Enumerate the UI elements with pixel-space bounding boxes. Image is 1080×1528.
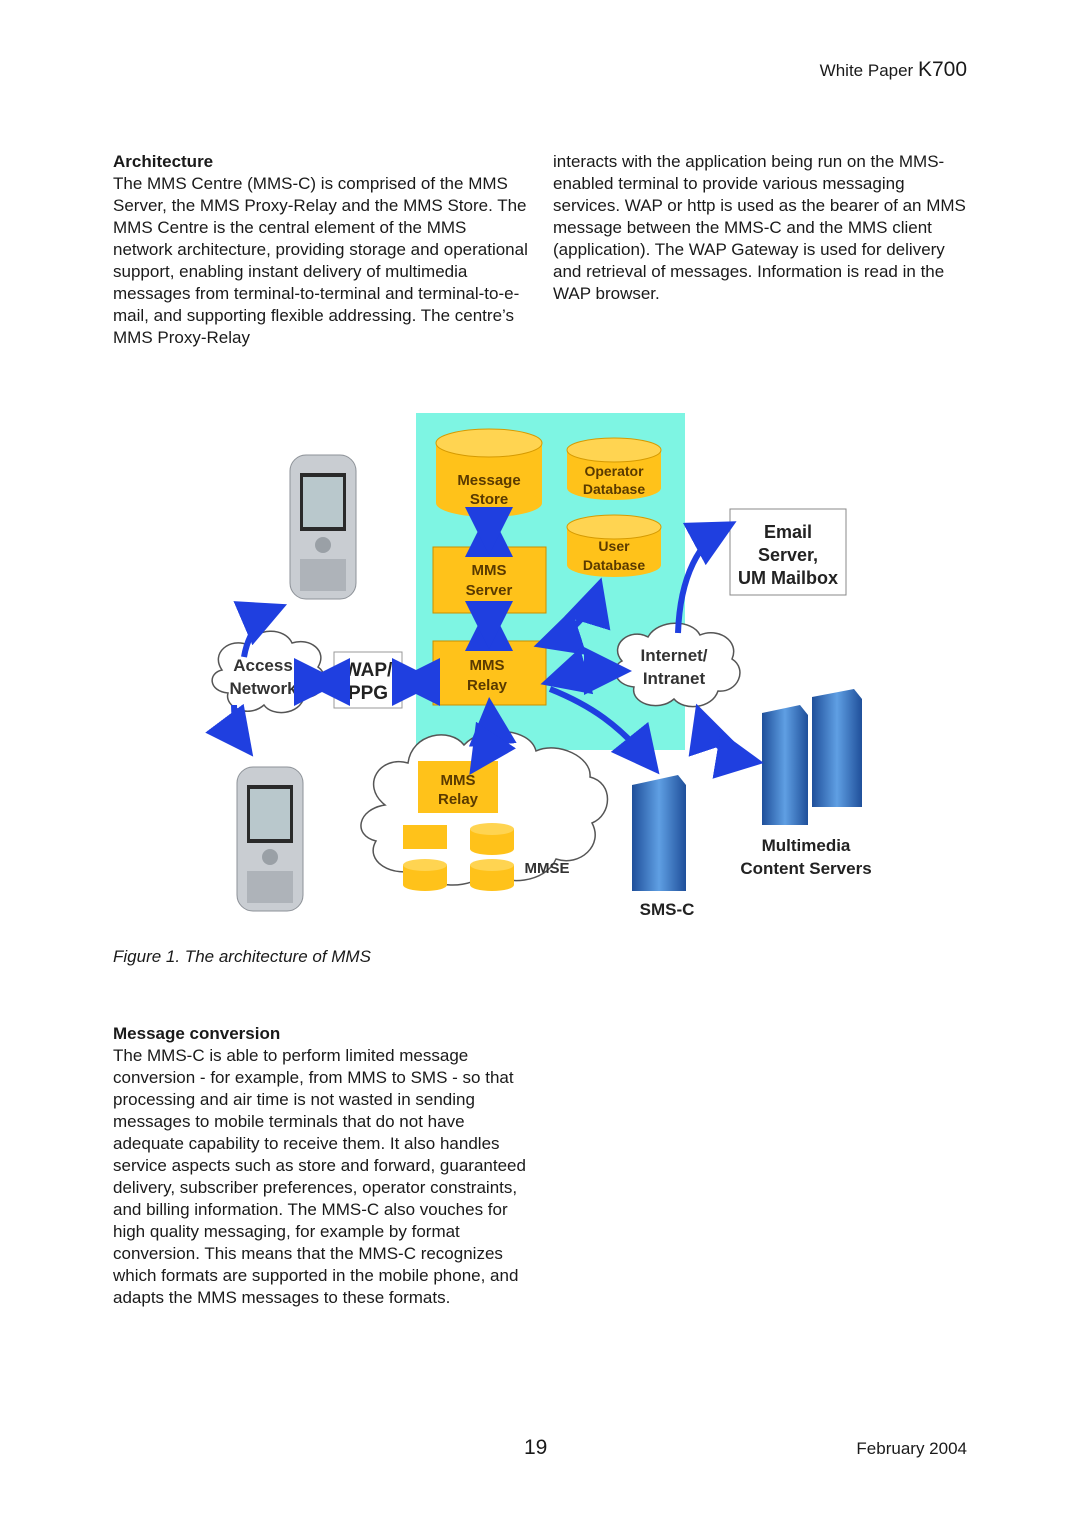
phone-icon-bottom [237, 767, 303, 911]
architecture-heading: Architecture [113, 152, 214, 171]
header-prefix: White Paper [819, 61, 914, 80]
mmse-store-cylinder-3 [470, 859, 514, 891]
operator-db-label-2: Database [582, 481, 646, 497]
wap-ppg-label-1: WAP/ [343, 660, 393, 681]
operator-database-cylinder [567, 438, 661, 500]
sms-c-server [632, 775, 694, 919]
architecture-paragraph-left: The MMS Centre (MMS-C) is comprised of the MMS Server, the MMS Proxy-Relay and the MMS Store. The MMS Centre is the central element of the MMS network architecture, providing storage and operational support, enabling instant delivery of multimedia messages from terminal-to-terminal and terminal-to-e-mail, and supporting flexible addressing. The centre’s MMS Proxy-Relay [113, 174, 528, 347]
email-label-3: UM Mailbox [737, 568, 839, 588]
sms-c-label: SMS-C [639, 900, 695, 919]
mmse-store-cylinder-1 [470, 823, 514, 855]
header-model: K700 [917, 58, 967, 81]
phone-icon-top [290, 455, 356, 599]
mms-server-label-2: Server [465, 582, 513, 599]
internet-label-2: Intranet [642, 669, 706, 688]
user-db-label-2: Database [582, 557, 646, 573]
content-servers [740, 689, 871, 878]
page-number: 19 [524, 1436, 548, 1459]
mms-server-label-1: MMS [471, 562, 507, 579]
operator-db-label-1: Operator [584, 463, 644, 479]
architecture-paragraph-right: interacts with the application being run on the MMS-enabled terminal to provide various messaging services. WAP or http is used as the bearer of an MMS message between the MMS-C and the MMS client (application). The WAP Gateway is used for delivery and retrieval of messages. Information is read in the WAP browser. [553, 152, 966, 303]
mmse-label: MMSE [524, 860, 570, 877]
mmse-store-cylinder-2 [403, 859, 447, 891]
user-database-cylinder [567, 515, 661, 577]
wap-ppg-label-2: PPG [347, 683, 389, 704]
footer-date: February 2004 [856, 1439, 967, 1458]
mms-relay-box [433, 641, 546, 705]
wap-ppg-box [334, 652, 402, 708]
mmse-relay-label-2: Relay [437, 791, 479, 808]
mmse-relay-label-1: MMS [440, 772, 476, 789]
architecture-right-column [553, 151, 973, 305]
message-store-label-2: Store [469, 491, 509, 508]
access-network-label-2: Network [229, 679, 297, 698]
mms-architecture-figure [200, 405, 890, 925]
email-label-1: Email [763, 522, 813, 542]
internet-label-1: Internet/ [640, 646, 708, 665]
content-servers-label-2: Content Servers [740, 859, 872, 878]
mms-relay-label-1: MMS [469, 657, 505, 674]
access-network-cloud [212, 631, 324, 712]
architecture-left-column [113, 151, 528, 349]
email-label-2: Server, [757, 545, 819, 565]
mms-server-box [433, 547, 546, 613]
mmse-store-block-1 [403, 825, 447, 849]
message-conversion-section [113, 1023, 533, 1309]
message-store-label-1: Message [457, 472, 521, 489]
internet-cloud [615, 623, 740, 706]
content-servers-label-1: Multimedia [761, 836, 851, 855]
page-header [820, 58, 967, 82]
message-store-cylinder [436, 429, 542, 517]
message-conversion-paragraph: The MMS-C is able to perform limited message conversion - for example, from MMS to SMS - so that processing and air time is not wasted in sending messages to mobile terminals that do not have adequate capability to receive them. It also handles service aspects such as store and forward, guaranteed delivery, subscriber preferences, operator constraints, and billing information. The MMS-C also vouches for high quality messaging, for example by format conversion. This means that the MMS-C recognizes which formats are supported in the mobile phone, and adapts the MMS messages to these formats. [113, 1046, 526, 1307]
figure-caption: Figure 1. The architecture of MMS [113, 947, 371, 966]
email-server-box [730, 509, 846, 595]
mms-relay-label-2: Relay [466, 677, 508, 694]
message-conversion-heading: Message conversion [113, 1024, 281, 1043]
user-db-label-1: User [598, 538, 630, 554]
access-network-label-1: Access [233, 656, 293, 675]
